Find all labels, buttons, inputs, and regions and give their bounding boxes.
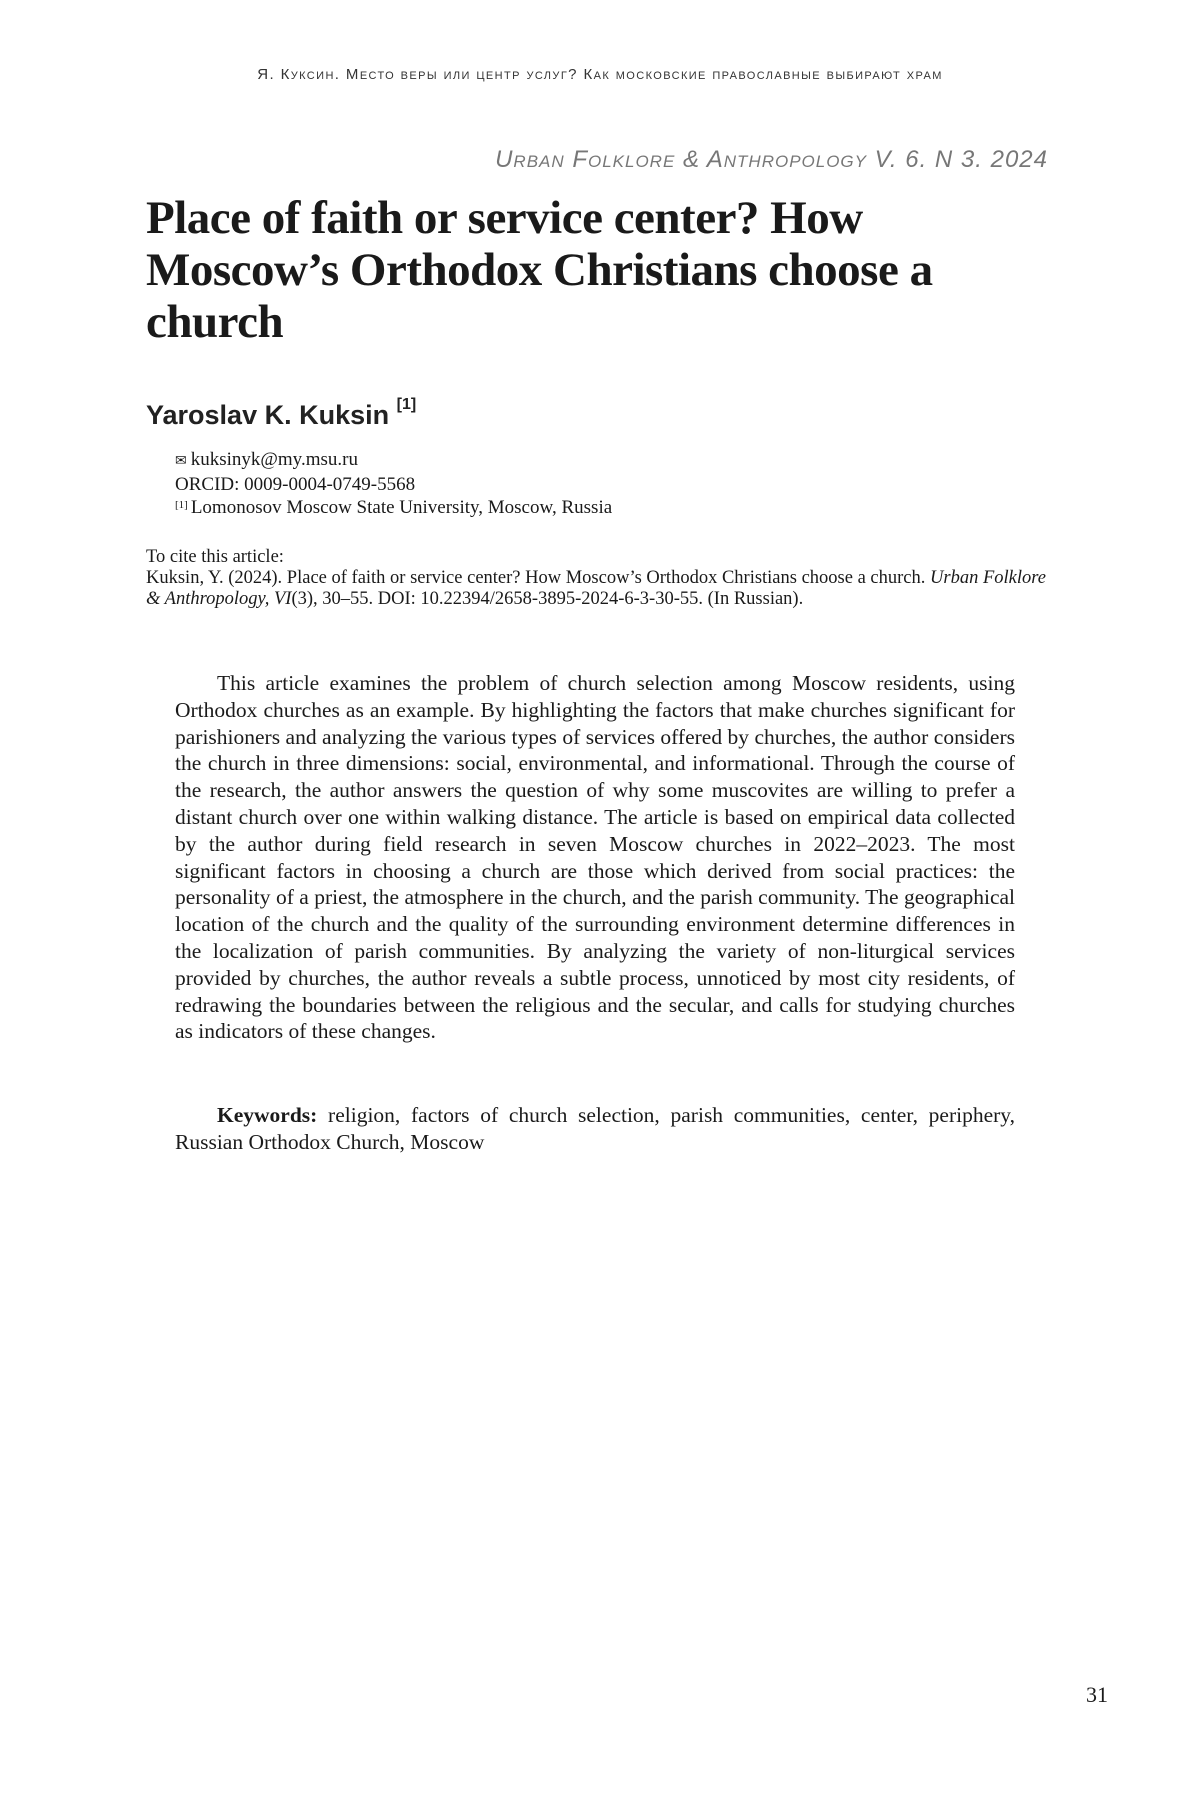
affiliation-row	[175, 496, 612, 519]
envelope-icon: ✉	[175, 454, 187, 469]
email-row	[175, 448, 612, 473]
author-name: Yaroslav K. Kuksin	[146, 400, 389, 430]
keywords-text: religion, factors of church selection, parish communities, center, periphery, Russian Orthodox Church, Moscow	[175, 1103, 1015, 1154]
keywords-block	[175, 1102, 1015, 1156]
journal-name: Urban Folklore & Anthropology	[495, 146, 867, 173]
citation-journal: Urban Folklore & Anthropology, VI	[146, 568, 1046, 609]
citation-label: To cite this article:	[146, 547, 1054, 568]
keywords-label: Keywords:	[217, 1103, 317, 1127]
orcid: ORCID: 0009-0004-0749-5568	[175, 473, 612, 496]
citation-text-part2: (3), 30–55. DOI: 10.22394/2658-3895-2024-6-3-30-55. (In Russian).	[291, 589, 803, 609]
citation-text-part1: Kuksin, Y. (2024). Place of faith or service center? How Moscow’s Orthodox Christians choose a church.	[146, 568, 930, 588]
citation-block	[146, 547, 1054, 610]
author-email-link[interactable]: kuksinyk@my.msu.ru	[191, 449, 358, 470]
article-title: Place of faith or service center? How Moscow’s Orthodox Christians choose a church	[146, 192, 1066, 348]
journal-issue: V. 6. N 3. 2024	[875, 146, 1048, 173]
journal-line	[495, 146, 1048, 174]
author-affiliation-marker: [1]	[397, 396, 417, 413]
affiliation: Lomonosov Moscow State University, Moscow, Russia	[191, 497, 612, 518]
author-details	[175, 448, 612, 519]
page-number: 31	[1086, 1682, 1108, 1708]
running-head: Я. Куксин. Место веры или центр услуг? Как московские православные выбирают храм	[0, 66, 1200, 83]
abstract: This article examines the problem of church selection among Moscow residents, using Orthodox churches as an example. By highlighting the factors that make churches significant for parishioners and analyzing the various types of services offered by churches, the author considers the church in three dimensions: social, environmental, and informational. Through the course of the research, the author answers the question of why some muscovites are willing to prefer a distant church over one within walking distance. The article is based on empirical data collected by the author during field research in seven Moscow churches in 2022–2023. The most significant factors in choosing a church are those which derived from social practices: the personality of a priest, the atmosphere in the church, and the parish community. The geographical location of the church and the quality of the surrounding environment determine differences in the localization of parish communities. By analyzing the variety of non-liturgical services provided by churches, the author reveals a subtle process, unnoticed by most city residents, of redrawing the boundaries between the religious and the secular, and calls for studying churches as indicators of these changes.	[175, 670, 1015, 1045]
author-block	[146, 400, 416, 431]
affiliation-ref: [1]	[175, 499, 188, 511]
